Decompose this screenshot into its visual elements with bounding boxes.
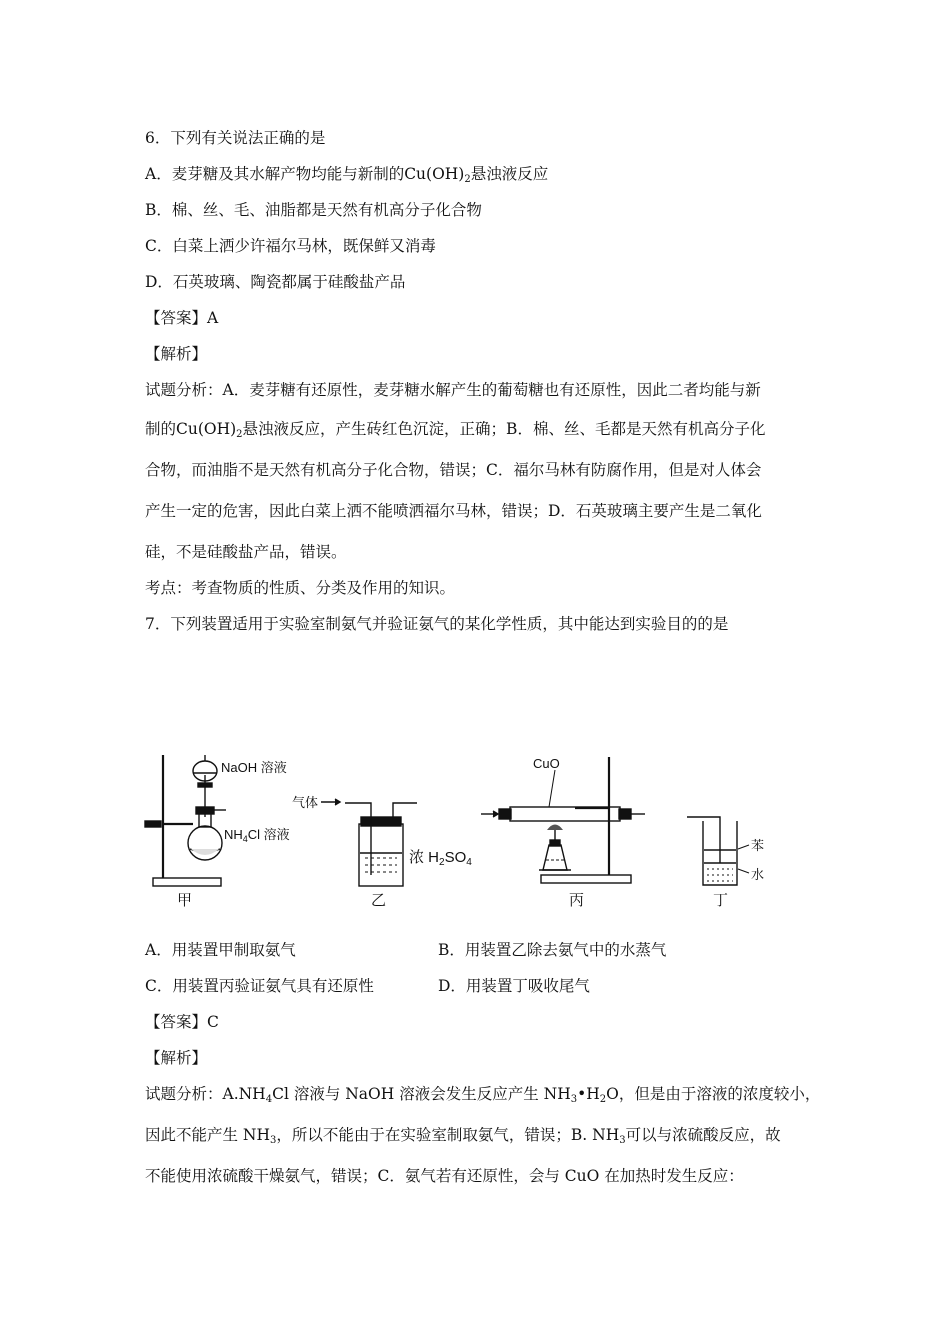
apparatus-figure — [135, 745, 775, 915]
tube-stopper-left — [499, 809, 511, 819]
q7-stem: 7．下列装置适用于实验室制氨气并验证氨气的某化学性质，其中能达到实验目的的是 — [145, 615, 729, 633]
q6-option-c: C．白菜上洒少许福尔马林，既保鲜又消毒 — [145, 237, 436, 255]
q6-analysis-line-3: 合物，而油脂不是天然有机高分子化合物，错误；C．福尔马林有防腐作用，但是对人体会 — [145, 461, 762, 479]
label-naoh-solution: NaOH 溶液 — [221, 760, 287, 775]
apparatus-yi — [321, 799, 417, 886]
q7-option-b: B．用装置乙除去氨气中的水蒸气 — [438, 941, 667, 959]
q6-analysis-line-5: 硅，不是硅酸盐产品，错误。 — [145, 543, 347, 561]
wash-bottle — [359, 824, 403, 886]
label-cuo: CuO — [533, 756, 560, 771]
label-nh4cl-solution: $NH_4Cl$ 溶液 — [224, 827, 290, 844]
q7-option-a: A．用装置甲制取氨气 — [145, 941, 296, 959]
apparatus-bing — [481, 757, 645, 883]
q6-answer: 【答案】A — [145, 309, 219, 327]
q7-answer: 【答案】C — [145, 1013, 219, 1031]
label-jia: 甲 — [177, 892, 193, 909]
label-ding: 丁 — [713, 892, 729, 909]
q6-analysis-label: 【解析】 — [145, 345, 208, 363]
q7-analysis-line-2: 因此不能产生 $NH_3$，所以不能由于在实验室制取氨气，错误；B. $NH_3$可以与浓硫酸反应，故 — [145, 1126, 781, 1146]
outlet-tube — [393, 803, 417, 817]
flame — [547, 825, 563, 831]
q6-analysis-line-1: 试题分析：A．麦芽糖有还原性，麦芽糖水解产生的葡萄糖也有还原性，因此二者均能与新 — [145, 381, 761, 399]
alcohol-lamp — [543, 845, 567, 870]
q6-option-a: A．麦芽糖及其水解产物均能与新制的$Cu(OH)_2$悬浊液反应 — [145, 165, 549, 185]
apparatus-jia — [145, 755, 226, 886]
q7-option-d: D．用装置丁吸收尾气 — [438, 977, 590, 995]
q7-analysis-label: 【解析】 — [145, 1049, 208, 1067]
label-conc-h2so4: 浓 $H_2SO_4$ — [409, 849, 472, 868]
cuo-pointer — [549, 770, 555, 807]
q6-option-d: D．石英玻璃、陶瓷都属于硅酸盐产品 — [145, 273, 406, 291]
q6-option-b: B．棉、丝、毛、油脂都是天然有机高分子化合物 — [145, 201, 482, 219]
label-water: 水 — [751, 867, 765, 882]
q6-analysis-line-4: 产生一定的危害，因此白菜上洒不能喷洒福尔马林，错误；D．石英玻璃主要产生是二氧化 — [145, 502, 762, 520]
q6-knowledge-point: 考点：考查物质的性质、分类及作用的知识。 — [145, 579, 456, 597]
label-yi: 乙 — [371, 892, 387, 909]
q6-stem: 6．下列有关说法正确的是 — [145, 129, 326, 147]
stand-base — [153, 878, 221, 886]
inlet-tube — [345, 803, 371, 875]
q6-analysis-line-2: 制的$Cu(OH)_2$悬浊液反应，产生砖红色沉淀，正确；B．棉、丝、毛都是天然有机高分子化 — [145, 420, 766, 440]
q7-analysis-line-3: 不能使用浓硫酸干燥氨气，错误；C．氨气若有还原性，会与 CuO 在加热时发生反应： — [145, 1167, 744, 1185]
label-bing: 丙 — [569, 892, 585, 909]
q7-analysis-line-1: 试题分析：$A.NH_4Cl$ 溶液与 NaOH 溶液会发生反应产生 $NH_3•H_2O$，但是由于溶液的浓度较小， — [145, 1085, 821, 1105]
label-gas: 气体 — [292, 795, 319, 810]
tube-stopper-right — [619, 809, 631, 819]
stand-base-bing — [541, 875, 631, 883]
stopcock — [198, 783, 212, 787]
apparatus-ding — [687, 817, 749, 885]
bottle-stopper — [361, 817, 401, 826]
label-benzene: 苯 — [751, 838, 765, 853]
clamp-knob — [145, 821, 161, 827]
q7-option-c: C．用装置丙验证氨气具有还原性 — [145, 977, 374, 995]
